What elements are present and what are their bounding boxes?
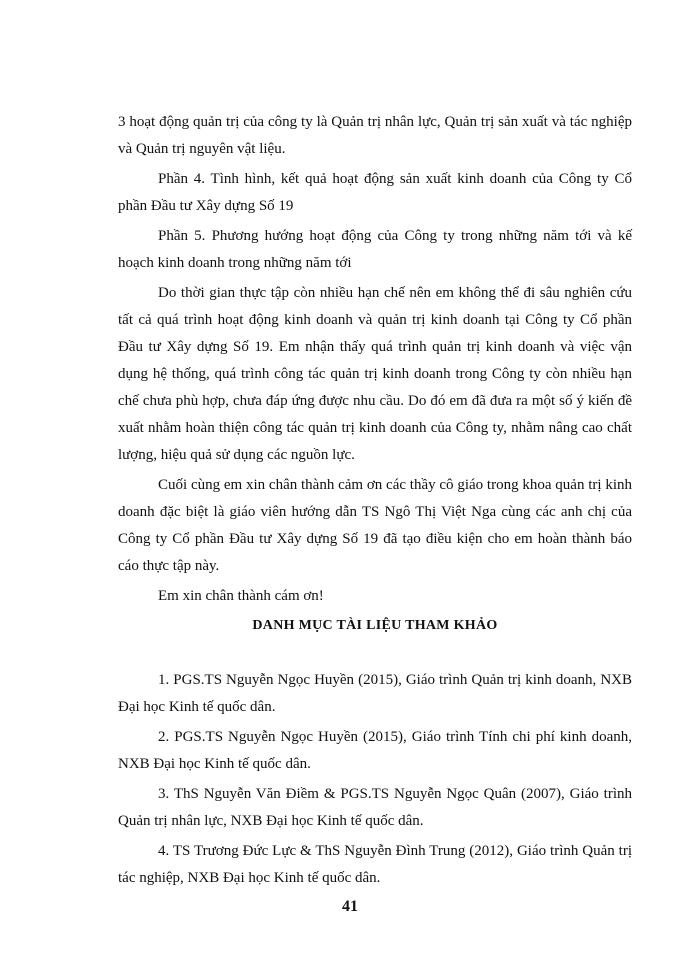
reference-item: 4. TS Trương Đức Lực & ThS Nguyễn Đình Trung (2012), Giáo trình Quản trị tác nghiệp, NXB Đại học Kinh tế quốc dân. [118, 843, 632, 886]
paragraph-part-5: Phần 5. Phương hướng hoạt động của Công ty trong những năm tới và kế hoạch kinh doanh trong những năm tới [118, 228, 632, 271]
paragraph-part-4: Phần 4. Tình hình, kết quả hoạt động sản xuất kinh doanh của Công ty Cổ phần Đầu tư Xây dựng Số 19 [118, 171, 632, 214]
paragraph-acknowledgement: Cuối cùng em xin chân thành cảm ơn các thầy cô giáo trong khoa quản trị kinh doanh đặc biệt là giáo viên hướng dẫn TS Ngô Thị Việt Nga cùng các anh chị của Công ty Cổ phần Đầu tư Xây dựng Số 19 đã tạo điều kiện cho em hoàn thành báo cáo thực tập này. [118, 477, 632, 574]
paragraph-continuation: 3 hoạt động quản trị của công ty là Quản trị nhân lực, Quản trị sản xuất và tác nghiệp và Quản trị nguyên vật liệu. [118, 114, 632, 157]
paragraph-thanks: Em xin chân thành cám ơn! [158, 588, 324, 604]
paragraph-limitations: Do thời gian thực tập còn nhiều hạn chế nên em không thể đi sâu nghiên cứu tất cả quá trình hoạt động kinh doanh và quản trị kinh doanh tại Công ty Cổ phần Đầu tư Xây dựng Số 19. Em nhận thấy quá trình quản trị kinh doanh và việc vận dụng hệ thống, quá trình công tác quản trị kinh doanh trong Công ty còn nhiều hạn chế chưa phù hợp, chưa đáp ứng được nhu cầu. Do đó em đã đưa ra một số ý kiến đề xuất nhằm hoàn thiện công tác quản trị kinh doanh của Công ty, nhằm nâng cao chất lượng, hiệu quả sử dụng các nguồn lực. [118, 285, 632, 463]
reference-item: 2. PGS.TS Nguyễn Ngọc Huyền (2015), Giáo trình Tính chi phí kinh doanh, NXB Đại học Kinh tế quốc dân. [118, 729, 632, 772]
references-list [118, 667, 632, 892]
reference-item: 1. PGS.TS Nguyễn Ngọc Huyền (2015), Giáo trình Quản trị kinh doanh, NXB Đại học Kinh tế quốc dân. [118, 672, 632, 715]
document-body [118, 109, 632, 895]
references-heading: DANH MỤC TÀI LIỆU THAM KHẢO [252, 618, 498, 633]
page-number: 41 [342, 898, 358, 915]
reference-item: 3. ThS Nguyễn Văn Điềm & PGS.TS Nguyễn Ngọc Quân (2007), Giáo trình Quản trị nhân lực, NXB Đại học Kinh tế quốc dân. [118, 786, 632, 829]
